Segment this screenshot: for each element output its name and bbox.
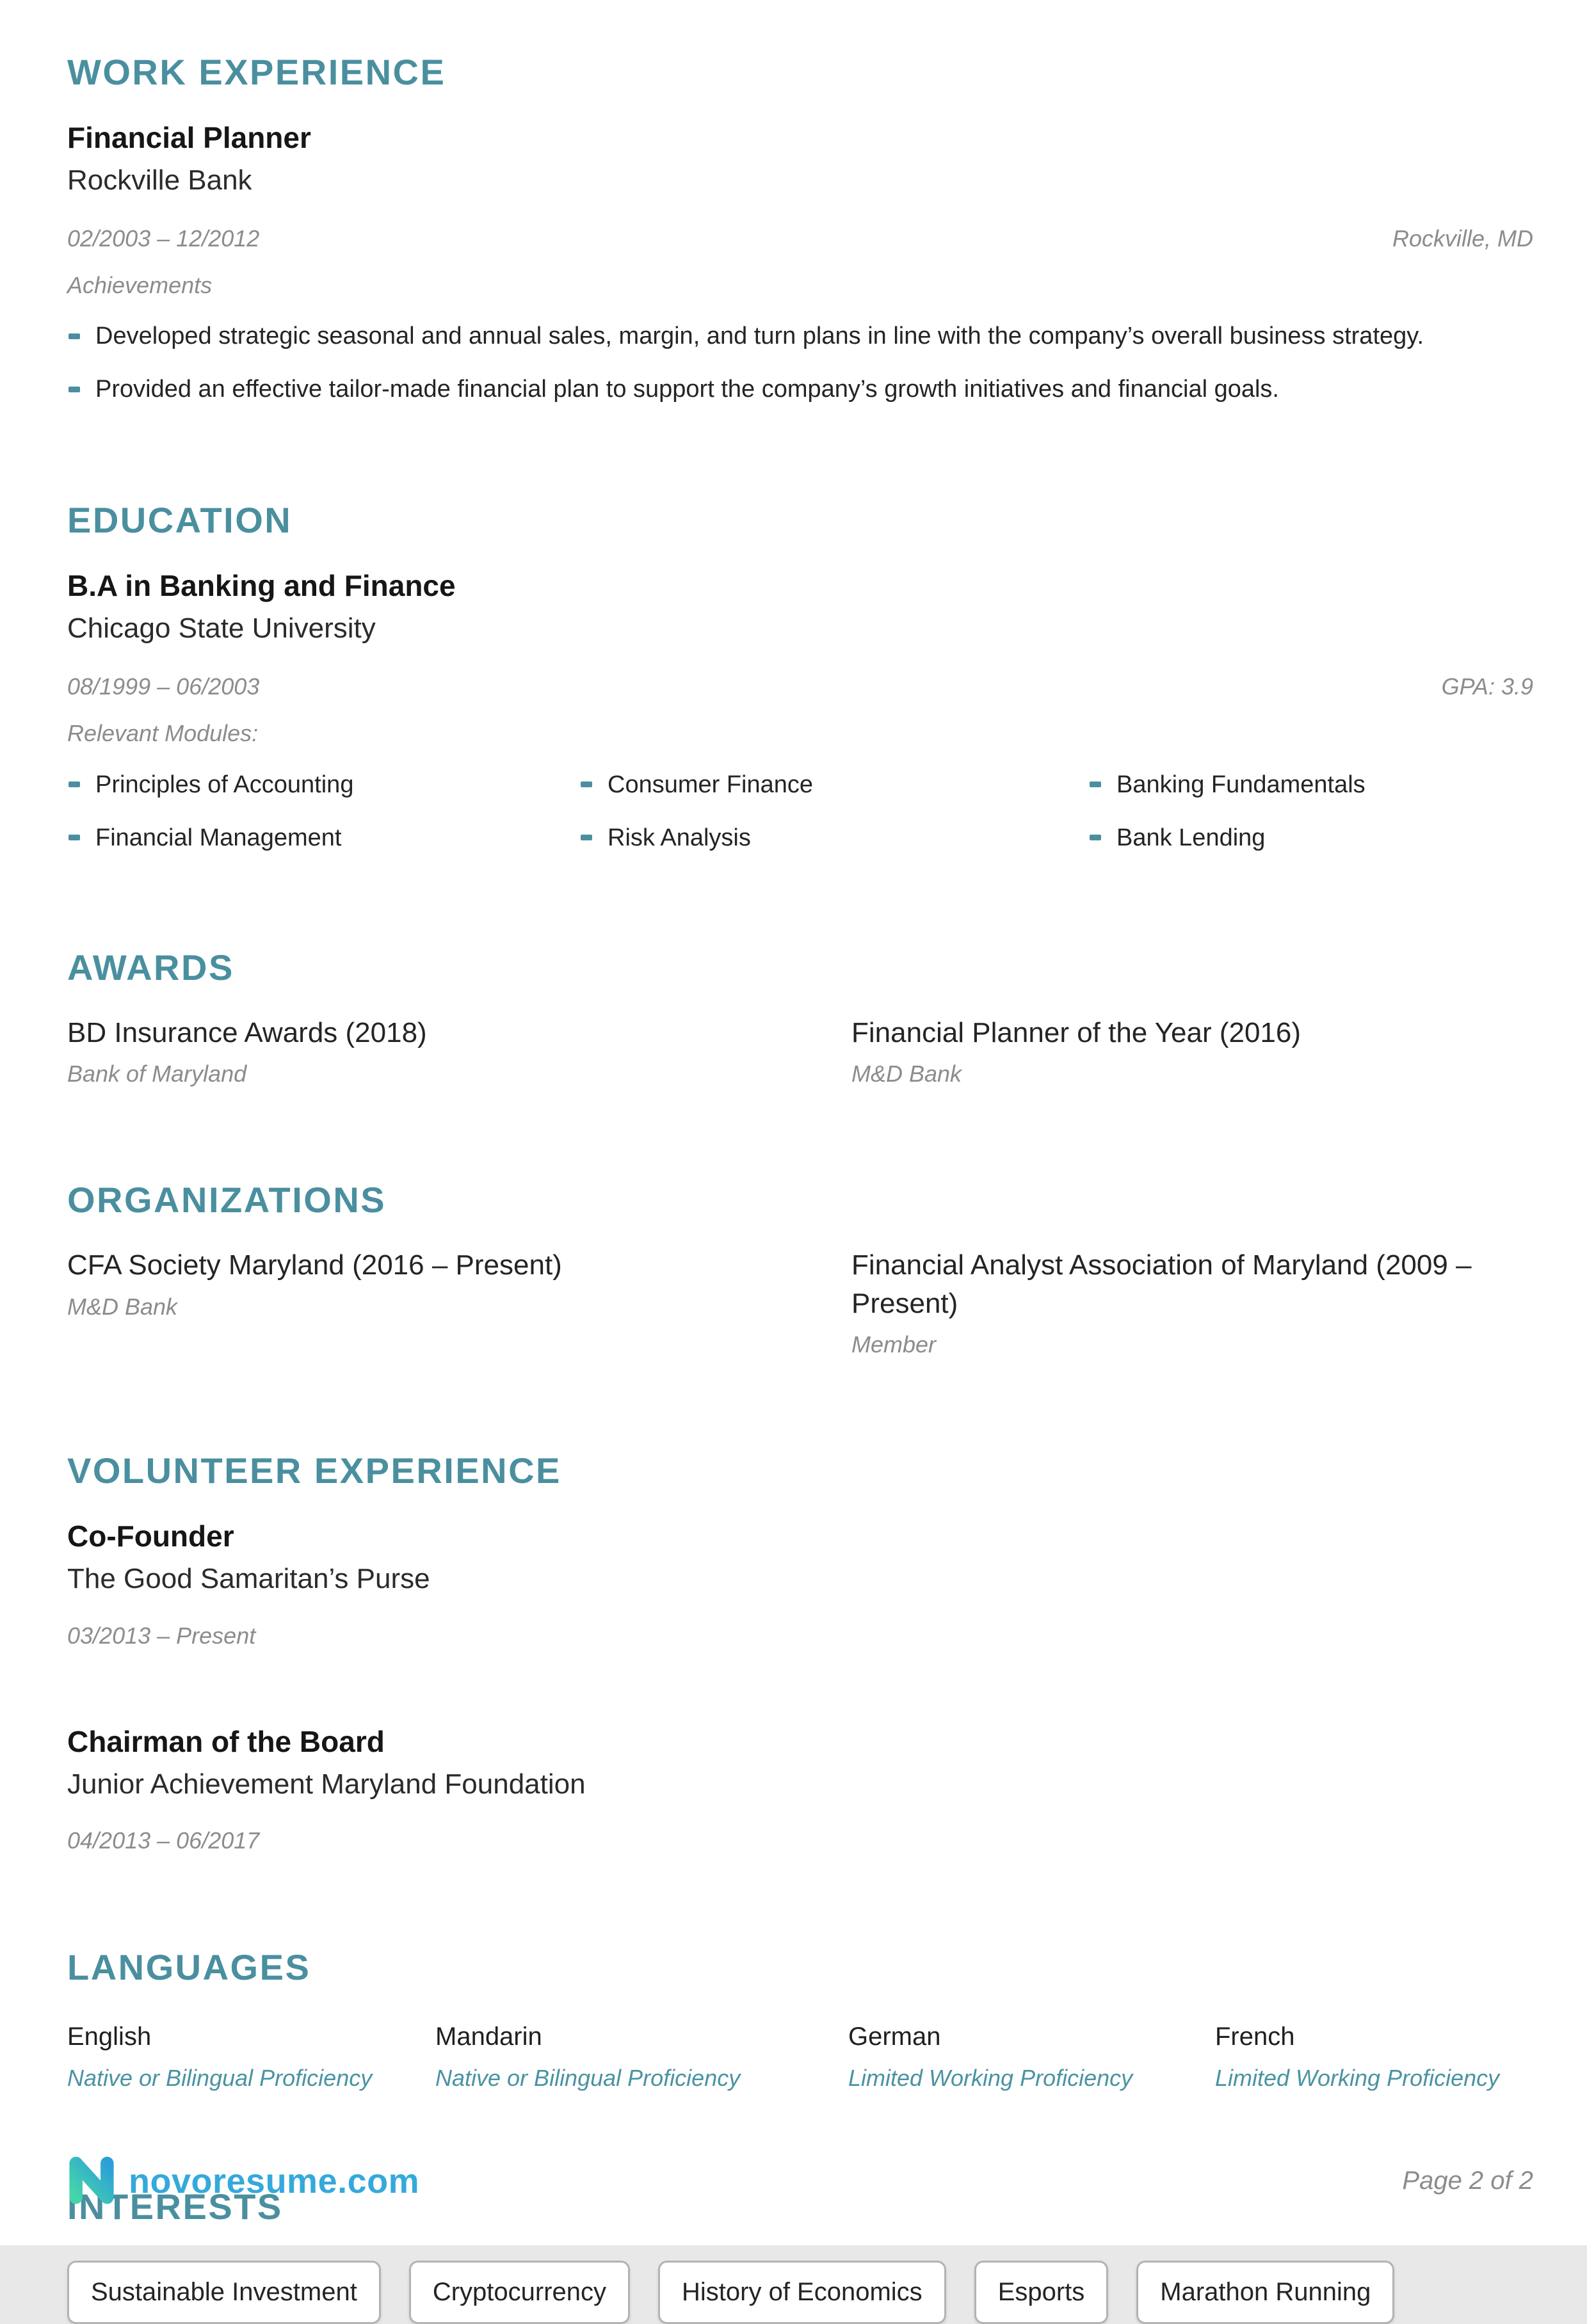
- section-awards: [67, 947, 1533, 1087]
- module-item: [579, 769, 1088, 801]
- language-item: [435, 2021, 848, 2094]
- novoresume-brand: [67, 2152, 419, 2210]
- education-gpa: GPA: 3.9: [1441, 673, 1533, 700]
- section-languages: [67, 1946, 1533, 2094]
- dash-bullet-icon: [68, 835, 80, 840]
- volunteer-dates: 03/2013 – Present: [67, 1622, 256, 1649]
- section-work-experience: [67, 54, 1533, 408]
- awards-grid: [67, 1014, 1533, 1087]
- organization-sub: Member: [851, 1331, 937, 1358]
- module-text: Consumer Finance: [608, 771, 814, 799]
- novoresume-n-logo-icon: [67, 2152, 116, 2210]
- interest-tag: History of Economics: [658, 2261, 946, 2324]
- education-heading: EDUCATION: [67, 500, 293, 541]
- interest-tag: Cryptocurrency: [409, 2261, 630, 2324]
- achievement-item: [67, 371, 1533, 408]
- module-text: Banking Fundamentals: [1116, 771, 1365, 799]
- degree-title: B.A in Banking and Finance: [67, 569, 456, 603]
- volunteer-title: Co-Founder: [67, 1519, 234, 1553]
- interest-tag: Marathon Running: [1136, 2261, 1394, 2324]
- job-location: Rockville, MD: [1392, 225, 1533, 252]
- achievements-label: Achievements: [67, 271, 213, 298]
- interests-heading: INTERESTS: [67, 2186, 283, 2227]
- module-item: [579, 822, 1088, 854]
- achievement-text: Provided an effective tailor-made financial plan to support the company’s growth initiatives and financial goals.: [95, 376, 1279, 403]
- module-text: Principles of Accounting: [95, 771, 354, 799]
- languages-heading: LANGUAGES: [67, 1946, 311, 1987]
- language-level: Limited Working Proficiency: [1215, 2064, 1500, 2091]
- organization-item: [67, 1246, 851, 1320]
- job-dates: 02/2003 – 12/2012: [67, 225, 260, 252]
- module-text: Financial Management: [95, 824, 342, 852]
- language-name: French: [1215, 2022, 1295, 2051]
- education-dates: 08/1999 – 06/2003: [67, 673, 260, 700]
- achievement-item: [67, 318, 1533, 355]
- interest-tag: Esports: [974, 2261, 1109, 2324]
- language-item: [848, 2021, 1215, 2094]
- module-item: [1088, 769, 1533, 801]
- dash-bullet-icon: [1090, 781, 1101, 787]
- work-experience-heading: WORK EXPERIENCE: [67, 52, 446, 92]
- page-footer: [67, 2152, 1533, 2210]
- language-name: English: [67, 2022, 152, 2051]
- organization-item: [851, 1246, 1533, 1358]
- organization-title: Financial Analyst Association of Maryland (2009 – Present): [851, 1249, 1472, 1319]
- language-item: [67, 2021, 435, 2094]
- language-level: Limited Working Proficiency: [848, 2064, 1133, 2091]
- module-item: [67, 822, 579, 854]
- volunteer-org: Junior Achievement Maryland Foundation: [67, 1768, 586, 1800]
- module-text: Bank Lending: [1116, 824, 1266, 852]
- module-item: [1088, 822, 1533, 854]
- module-text: Risk Analysis: [608, 824, 751, 852]
- interest-tag: Sustainable Investment: [67, 2261, 381, 2324]
- language-level: Native or Bilingual Proficiency: [435, 2064, 741, 2091]
- dash-bullet-icon: [68, 781, 80, 787]
- award-item: [851, 1014, 1533, 1087]
- section-organizations: [67, 1182, 1533, 1358]
- organizations-heading: ORGANIZATIONS: [67, 1180, 387, 1221]
- volunteer-title: Chairman of the Board: [67, 1724, 385, 1758]
- award-title: BD Insurance Awards (2018): [67, 1016, 427, 1048]
- award-title: Financial Planner of the Year (2016): [851, 1016, 1301, 1048]
- dash-bullet-icon: [581, 781, 592, 787]
- education-meta-row: [67, 673, 1533, 700]
- awards-heading: AWARDS: [67, 947, 234, 988]
- languages-grid: [67, 2021, 1533, 2094]
- education-entry: [67, 569, 1533, 855]
- achievement-text: Developed strategic seasonal and annual sales, margin, and turn plans in line with the company’s overall business strategy.: [95, 323, 1424, 350]
- language-level: Native or Bilingual Proficiency: [67, 2064, 373, 2091]
- job-meta-row: [67, 225, 1533, 252]
- volunteer-meta-row: [67, 1622, 1533, 1649]
- award-issuer: Bank of Maryland: [67, 1061, 247, 1087]
- dash-bullet-icon: [1090, 835, 1101, 840]
- organization-sub: M&D Bank: [67, 1293, 178, 1320]
- dash-bullet-icon: [68, 387, 80, 392]
- dash-bullet-icon: [68, 333, 80, 339]
- dash-bullet-icon: [581, 835, 592, 840]
- section-education: [67, 502, 1533, 855]
- brand-text: novoresume.com: [129, 2161, 420, 2200]
- interests-tags: [67, 2261, 1533, 2324]
- job-title: Financial Planner: [67, 121, 311, 154]
- module-item: [67, 769, 579, 801]
- organization-title: CFA Society Maryland (2016 – Present): [67, 1249, 562, 1281]
- school-name: Chicago State University: [67, 612, 376, 644]
- volunteer-org: The Good Samaritan’s Purse: [67, 1562, 430, 1594]
- language-name: Mandarin: [435, 2022, 542, 2051]
- organizations-grid: [67, 1246, 1533, 1358]
- volunteer-entry: [67, 1725, 1533, 1855]
- section-volunteer-experience: [67, 1450, 1533, 1855]
- language-name: German: [848, 2022, 941, 2051]
- achievements-list: [67, 318, 1533, 408]
- award-item: [67, 1014, 851, 1087]
- modules-grid: [67, 769, 1533, 855]
- modules-label: Relevant Modules:: [67, 719, 259, 746]
- volunteer-dates: 04/2013 – 06/2017: [67, 1827, 260, 1854]
- volunteer-heading: VOLUNTEER EXPERIENCE: [67, 1450, 561, 1491]
- page-number-label: Page 2 of 2: [1402, 2167, 1533, 2195]
- volunteer-meta-row: [67, 1827, 1533, 1854]
- job-company: Rockville Bank: [67, 164, 252, 196]
- award-issuer: M&D Bank: [851, 1061, 962, 1087]
- volunteer-entry: [67, 1519, 1533, 1649]
- work-entry: [67, 121, 1533, 408]
- language-item: [1215, 2021, 1533, 2094]
